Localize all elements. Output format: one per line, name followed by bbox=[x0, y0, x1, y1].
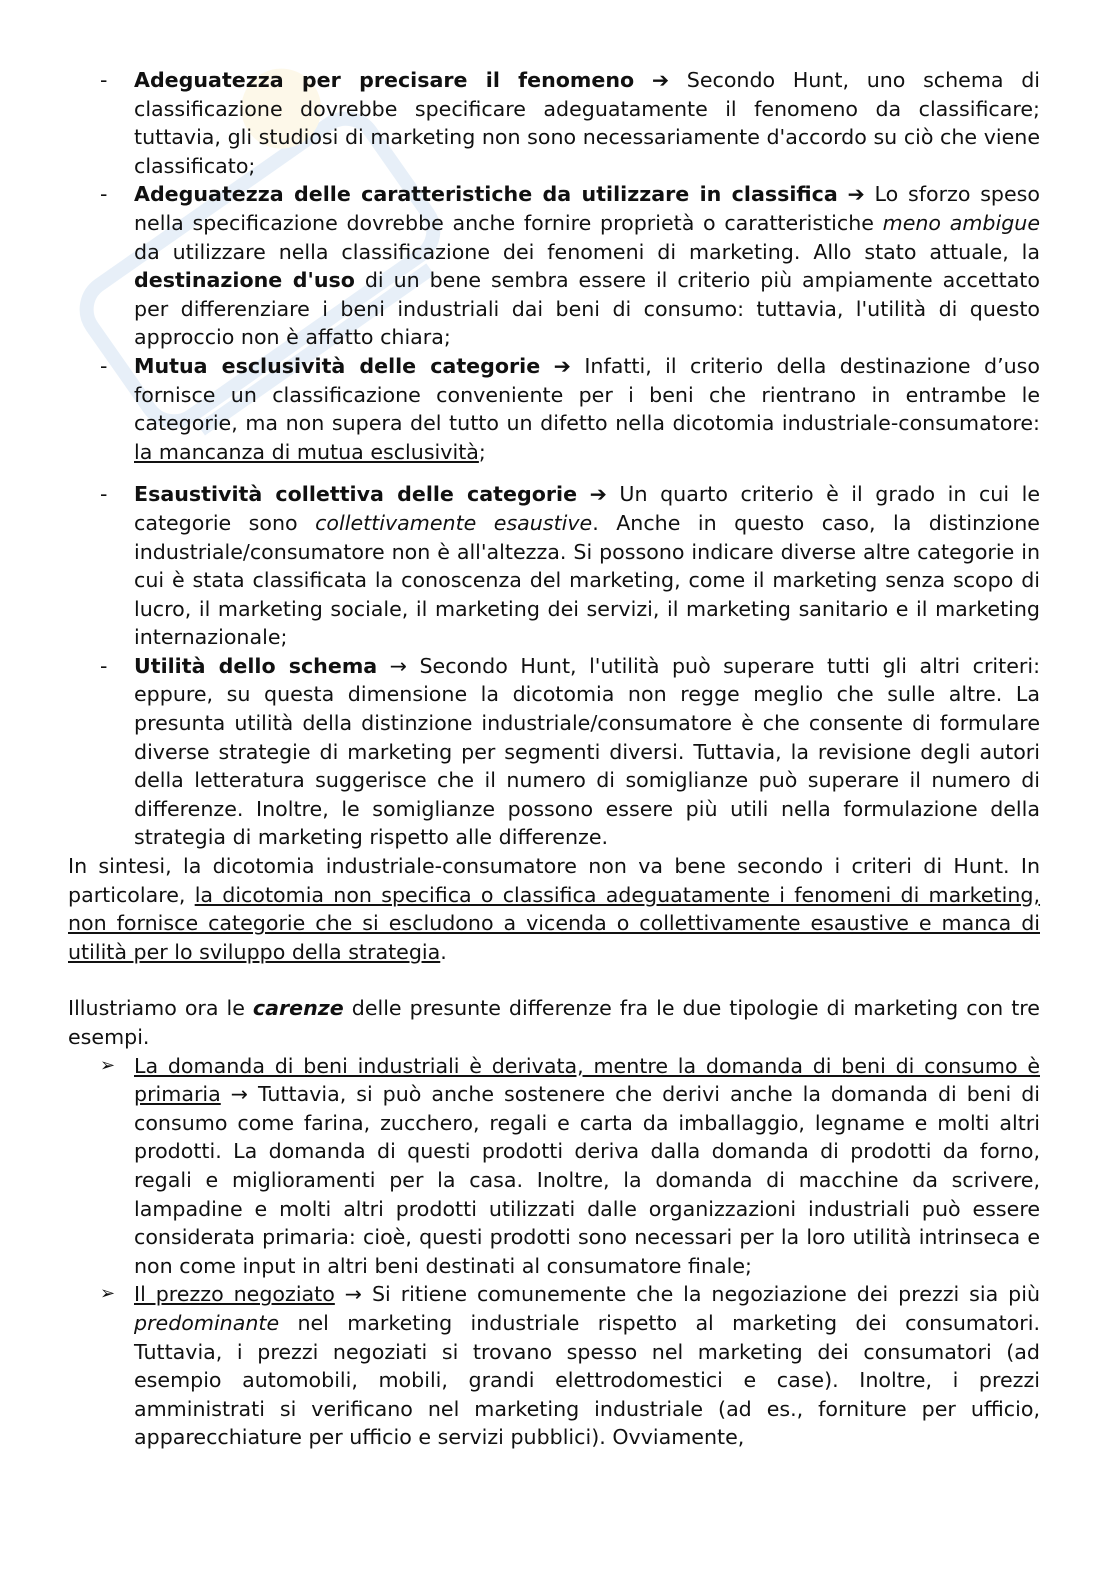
italic-phrase: predominante bbox=[134, 1310, 280, 1335]
criterion-text: da utilizzare nella classificazione dei fenomeni di marketing. Allo stato attuale, la bbox=[134, 239, 1040, 264]
summary-paragraph bbox=[68, 852, 1040, 966]
arrowhead-bullet-icon: ➢ bbox=[100, 1283, 116, 1305]
underlined-phrase: la dicotomia non specifica o classifica adeguatamente i fenomeni di marketing, non fornisce categorie che si escludono a vicenda o collettivamente esaustive e manca di utilità per lo sviluppo della strategia bbox=[68, 882, 1041, 964]
examples-list bbox=[68, 1052, 1040, 1452]
summary-text: . bbox=[440, 939, 447, 964]
arrow-right-icon: → bbox=[389, 653, 407, 678]
criterion-text: . Anche in questo caso, la distinzione industriale/consumatore non è all'altezza. Si possono indicare diverse altre categorie in cui è stata classificata la conoscenza del marketing, come il marketing senza scopo di lucro, il marketing sociale, il marketing dei servizi, il marketing sanitario e il marketing internazionale; bbox=[134, 510, 1040, 650]
arrow-right-icon: ➔ bbox=[553, 353, 571, 378]
document-body bbox=[68, 66, 1040, 1452]
criterion-item bbox=[68, 66, 1040, 180]
criterion-title: Utilità dello schema bbox=[134, 653, 378, 678]
criteria-list bbox=[68, 66, 1040, 852]
underlined-phrase: la mancanza di mutua esclusività bbox=[134, 439, 479, 464]
dash-bullet: - bbox=[100, 353, 108, 378]
criterion-item bbox=[68, 352, 1040, 466]
criterion-text: ; bbox=[478, 439, 486, 464]
criterion-text: Un quarto criterio è il grado in cui le categorie sono bbox=[134, 482, 1040, 535]
arrow-right-icon: ➔ bbox=[589, 482, 607, 507]
criterion-text: Infatti, il criterio della destinazione d’uso fornisce un classificazione conveniente per i beni che rientrano in entrambe le categorie, ma non supera del tutto un difetto nella dicotomia industriale-consumatore: bbox=[134, 353, 1040, 436]
criterion-title: Adeguatezza per precisare il fenomeno bbox=[134, 68, 635, 92]
criterion-text: di un bene sembra essere il criterio più ampiamente accettato per differenziare i beni industriali dai beni di consumo: tuttavia, l'utilità di questo approccio non è affatto chiara; bbox=[134, 268, 1040, 350]
criterion-title: Mutua esclusività delle categorie bbox=[134, 353, 541, 378]
example-text: Tuttavia, si può anche sostenere che derivi anche la domanda di beni di consumo come farina, zucchero, regali e carta da imballaggio, legname e molti altri prodotti. La domanda di questi prodotti deriva dalla domanda di prodotti da forno, regali e miglioramenti per la casa. Inoltre, la domanda di macchine da scrivere, lampadine e molti altri prodotti utilizzati dalle organizzazioni industriali può essere considerata primaria: cioè, questi prodotti sono necessari per la loro utilità intrinseca e non come input in altri beni destinati al consumatore finale; bbox=[134, 1082, 1040, 1278]
arrow-right-icon: → bbox=[344, 1282, 363, 1307]
example-text: Si ritiene comunemente che la negoziazione dei prezzi sia più bbox=[362, 1282, 1040, 1307]
dash-bullet: - bbox=[100, 653, 108, 678]
criterion-text: Secondo Hunt, l'utilità può superare tutti gli altri criteri: eppure, su questa dimensione la dicotomia non regge meglio che sulle altre. La presunta utilità della distinzione industriale/consumatore è che consente di formulare diverse strategie di marketing per segmenti diversi. Tuttavia, la revisione degli autori della letteratura suggerisce che il numero di somiglianze può superare il numero di differenze. Inoltre, le somiglianze possono essere più utili nella formulazione della strategia di marketing rispetto alle differenze. bbox=[134, 653, 1041, 850]
example-item bbox=[68, 1280, 1040, 1452]
arrow-right-icon: ➔ bbox=[847, 182, 865, 207]
bold-italic-phrase: carenze bbox=[252, 996, 344, 1021]
dash-bullet: - bbox=[100, 482, 108, 507]
example-title: La domanda di beni industriali è derivata, mentre la domanda di beni di consumo è primaria bbox=[134, 1053, 1040, 1107]
arrow-right-icon: ➔ bbox=[651, 68, 670, 92]
criterion-item bbox=[68, 180, 1040, 352]
dash-bullet: - bbox=[100, 182, 108, 207]
arrow-right-icon: → bbox=[230, 1082, 248, 1107]
criterion-title: Adeguatezza delle caratteristiche da utilizzare in classifica bbox=[134, 182, 838, 207]
arrowhead-bullet-icon: ➢ bbox=[100, 1054, 116, 1076]
example-text: nel marketing industriale rispetto al marketing dei consumatori. Tuttavia, i prezzi negoziati si trovano spesso nel marketing dei consumatori (ad esempio automobili, mobili, grandi elettrodomestici e case). Inoltre, i prezzi amministrati si verificano nel marketing industriale (ad es., forniture per ufficio, apparecchiature per ufficio e servizi pubblici). Ovviamente, bbox=[134, 1310, 1040, 1450]
intro-text: delle presunte differenze fra le due tipologie di marketing con tre esempi. bbox=[68, 996, 1040, 1049]
summary-text: In sintesi, la dicotomia industriale-consumatore non va bene secondo i criteri di Hunt. In particolare, bbox=[68, 854, 1040, 907]
italic-phrase: meno ambigue bbox=[882, 210, 1040, 235]
example-title: Il prezzo negoziato bbox=[134, 1282, 335, 1307]
criterion-item bbox=[68, 652, 1040, 852]
criterion-item bbox=[68, 480, 1040, 652]
dash-bullet: - bbox=[100, 68, 108, 92]
intro-paragraph bbox=[68, 994, 1040, 1051]
bold-phrase: destinazione d'uso bbox=[134, 268, 355, 293]
italic-phrase: collettivamente esaustive bbox=[315, 510, 593, 535]
criterion-text: Lo sforzo speso nella specificazione dovrebbe anche fornire proprietà o caratteristiche bbox=[134, 182, 1041, 235]
criterion-title: Esaustività collettiva delle categorie bbox=[134, 482, 578, 507]
criterion-text: Secondo Hunt, uno schema di classificazione dovrebbe specificare adeguatamente il fenomeno da classificare; tuttavia, gli studiosi di marketing non sono necessariamente d'accordo su ciò che viene classificato; bbox=[134, 68, 1040, 178]
example-item bbox=[68, 1052, 1040, 1281]
intro-text: Illustriamo ora le bbox=[68, 996, 253, 1021]
